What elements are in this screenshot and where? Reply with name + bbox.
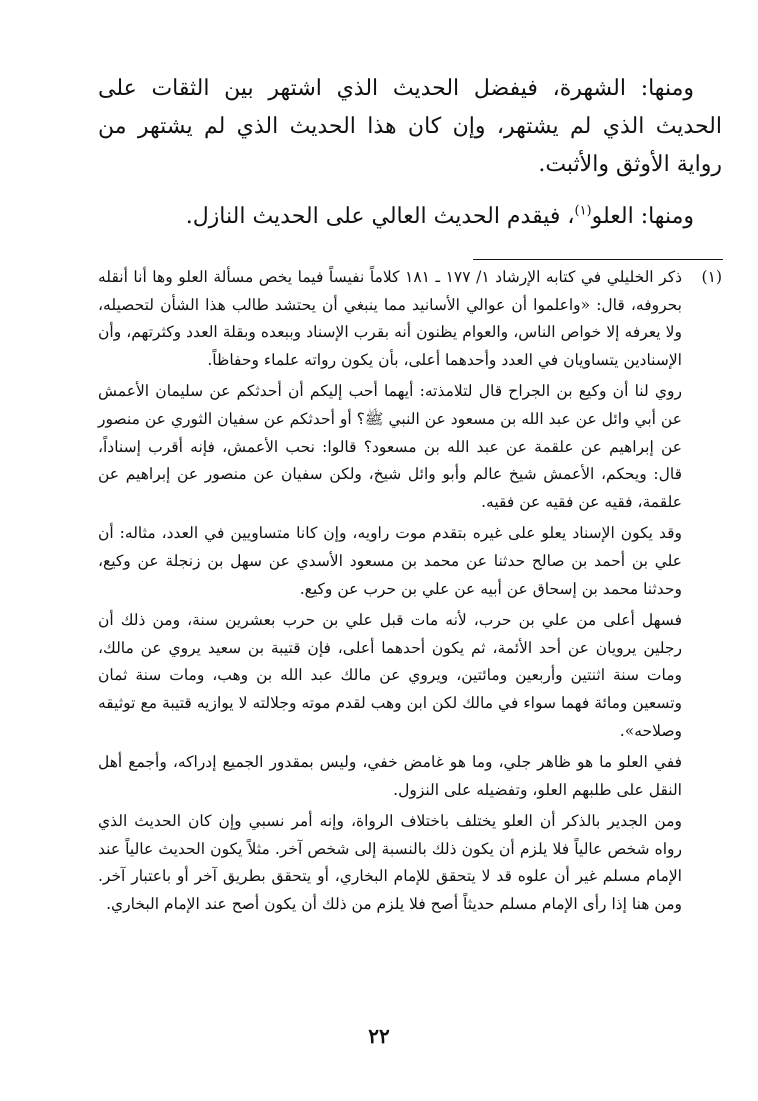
footnote-paragraph: روي لنا أن وكيع بن الجراح قال لتلامذته: أيهما أحب إليكم أن أحدثكم عن سليمان الأعمش عن أبي وائل عن عبد الله بن مسعود عن النبي ﷺ؟ أو أحدثكم عن سفيان الثوري عن منصور عن إبراهيم عن علقمة عن عبد الله بن مسعود؟ قالوا: نحب الأعمش، فإنه أقرب إسناداً، قال: ويحكم، الأعمش شيخ عالم وأبو وائل شيخ، ولكن سفيان عن منصور عن إبراهيم عن علقمة، فقيه عن فقيه عن فقيه. <box>98 382 682 511</box>
page-number: ٢٢ <box>368 1024 390 1048</box>
paragraph-uluw-start: ومنها: العلو <box>591 204 694 229</box>
footnote-paragraph: وقد يكون الإسناد يعلو على غيره بتقدم موت راويه، وإن كانا متساويين في العدد، مثاله: أن علي بن أحمد بن صالح حدثنا عن محمد بن مسعود الأسدي عن سهل بن زنجلة عن وكيع، وحدثنا محمد بن إسحاق عن أبيه عن علي بن حرب عن وكيع. <box>98 524 682 598</box>
footnote-block <box>98 264 722 919</box>
footnote-paragraph: ذكر الخليلي في كتابه الإرشاد ١/ ١٧٧ ـ ١٨١ كلاماً نفيساً فيما يخص مسألة العلو وها أنا أنقله بحروفه، قال: «واعلموا أن عوالي الأسانيد مما ينبغي أن يحتشد طالب هذا الشأن لتحصيله، ولا يعرفه إلا خواص الناس، والعوام يظنون أنه بقرب الإسناد وببعده وبقلة العدد وكثرتهم، وأن الإسنادين يتساويان في العدد وأحدهما أعلى، بأن يكون رواته علماء وحفاظاً. <box>98 268 682 369</box>
footnote-separator-line <box>473 259 723 260</box>
footnote-paragraph: ففي العلو ما هو ظاهر جلي، وما هو غامض خفي، وليس بمقدور الجميع إدراكه، وأجمع أهل النقل على طلبهم العلو، وتفضيله على النزول. <box>98 753 682 799</box>
paragraph-uluw <box>98 198 722 236</box>
paragraph-uluw-end: ، فيقدم الحديث العالي على الحديث النازل. <box>185 204 575 229</box>
paragraph-shuhra: ومنها: الشهرة، فيفضل الحديث الذي اشتهر بين الثقات على الحديث الذي لم يشتهر، وإن كان هذا الحديث الذي لم يشتهر من رواية الأوثق والأثبت. <box>98 76 722 177</box>
main-text <box>98 70 722 236</box>
footnote-paragraph: فسهل أعلى من علي بن حرب، لأنه مات قبل علي بن حرب بعشرين سنة، ومن ذلك أن رجلين يرويان عن أحد الأئمة، ثم يكون أحدهما أعلى، فإن قتيبة بن سعيد يروي عن مالك، ومات سنة اثنتين وأربعين ومائتين، ويروي عن مالك عبد الله بن وهب، ومات سنة ثمان وتسعين ومائة فهما سواء في مالك لكن ابن وهب لقدم موته وجلالته لا يوازيه قتيبة مع توثيقه وصلاحه». <box>98 611 682 740</box>
footnote-reference-mark[interactable]: (١) <box>574 203 592 219</box>
footnote-body <box>98 264 682 919</box>
footnote-number: (١) <box>701 268 722 286</box>
footnote-paragraph: ومن الجدير بالذكر أن العلو يختلف باختلاف الرواة، وإنه أمر نسبي وإن كان الحديث الذي رواه شخص عالياً فلا يلزم أن يكون ذلك بالنسبة إلى شخص آخر. مثلاً يكون الحديث عالياً عند الإمام مسلم غير أن علوه قد لا يتحقق للإمام البخاري، أو يتحقق بطريق آخر أو باعتبار آخر. ومن هنا إذا رأى الإمام مسلم حديثاً أصح فلا يلزم من ذلك أن يكون أصح عند الإمام البخاري. <box>98 812 682 914</box>
